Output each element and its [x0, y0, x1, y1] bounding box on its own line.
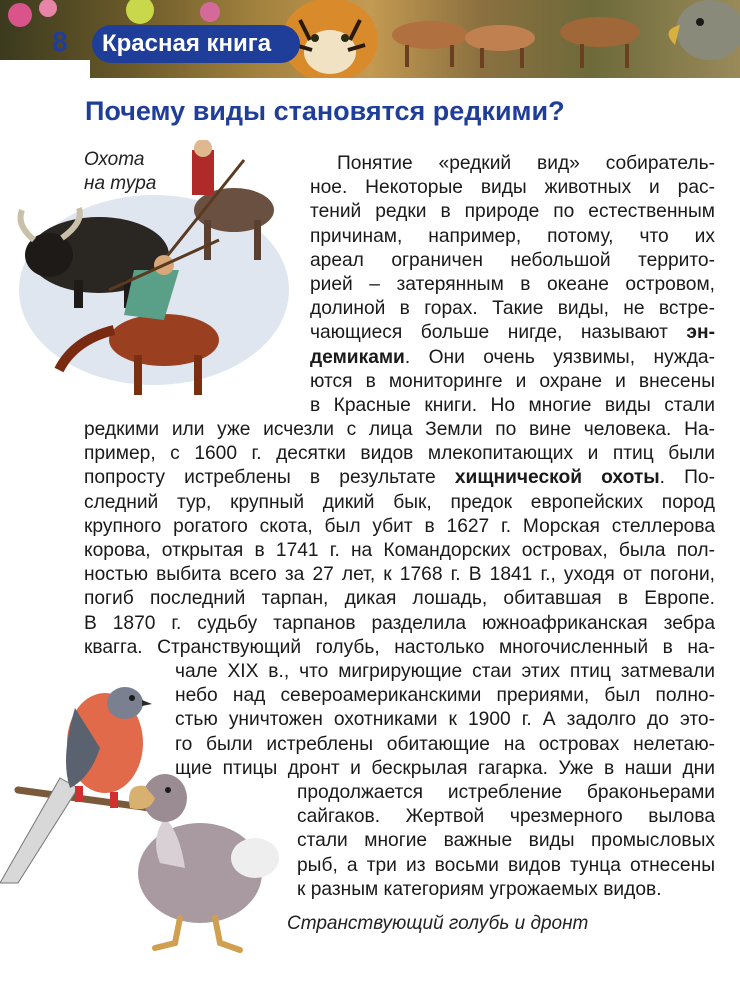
body-line: редкими или уже исчезли с лица Земли по вине человека. На- — [84, 419, 715, 440]
banner-white-corner — [0, 60, 90, 78]
body-line: сайгаков. Жертвой чрезмерного вылова — [297, 806, 715, 828]
body-line: го были истреблены обитающие на островах нелетаю- — [175, 733, 715, 755]
body-line: рией – затерянным в океане островом, — [310, 274, 715, 296]
body-line-suffix: . Они очень уязвимы, нужда- — [404, 346, 715, 368]
body-line-with-bold-2 — [310, 346, 715, 370]
body-line-prefix: попросту истреблены в результате — [84, 467, 455, 489]
body-line: причинам, например, потому, что их — [310, 225, 715, 247]
body-line: ное. Некоторые виды животных и рас- — [310, 177, 715, 199]
body-line: в Красные книги. Но многие виды стали — [310, 395, 715, 417]
body-paragraph-end — [297, 781, 715, 902]
body-line: продолжается истребление браконьерами — [297, 782, 715, 803]
body-line: рыб, а три из восьми видов тунца отнесены — [297, 854, 715, 876]
body-line: квагга. Странствующий голубь, настолько многочисленный в на- — [84, 636, 715, 658]
body-line: ностью выбита всего за 27 лет, к 1768 г. В 1841 г., уходя от погони, — [84, 564, 715, 586]
body-line: пример, с 1600 г. десятки видов млекопитающих и птиц были — [84, 443, 715, 465]
body-line: погиб последний тарпан, дикая лошадь, обитавшая в Европе. — [84, 588, 715, 610]
birds-caption: Странствующий голубь и дронт — [287, 913, 589, 934]
body-line: стью уничтожен охотниками к 1900 г. А задолго до это- — [175, 709, 715, 731]
body-line: следний тур, крупный дикий бык, предок европейских пород — [84, 491, 715, 513]
aurochs-hunt-illustration — [14, 140, 304, 410]
body-line: Понятие «редкий вид» собиратель- — [337, 153, 715, 174]
body-line: корова, открытая в 1741 г. на Командорских островах, была пол- — [84, 540, 715, 562]
body-line: стали многие важные виды промысловых — [297, 830, 715, 852]
body-line-with-bold-1 — [310, 321, 715, 345]
body-line-prefix: чающиеся больше нигде, называют — [310, 322, 687, 344]
body-line: щие птицы дронт и бескрылая гагарка. Уже в наши дни — [175, 757, 715, 779]
bold-term-endemics-2: демиками — [310, 346, 405, 368]
body-line: небо над североамериканскими прериями, был полно- — [175, 685, 715, 707]
body-line: ареал ограничен небольшой террито- — [310, 249, 715, 271]
body-line: тений редки в природе по естественным — [310, 201, 715, 223]
page-title: Почему виды становятся редкими? — [85, 96, 565, 126]
body-line: В 1870 г. судьбу тарпанов разделила южноафриканская зебра — [84, 612, 715, 634]
body-line: долиной в горах. Такие виды, не встре- — [310, 298, 715, 320]
body-line: к разным категориям угрожаемых видов. — [297, 878, 662, 900]
hunt-caption-line-1: Охота — [84, 149, 145, 170]
bold-term-endemics-1: эн- — [686, 322, 715, 344]
body-paragraph-main — [84, 418, 715, 660]
page-number: 8 — [52, 26, 68, 57]
body-line-with-bold-3 — [84, 466, 715, 490]
body-line: крупного рогатого скота, был убит в 1627 г. Морская стеллерова — [84, 515, 715, 537]
section-label: Красная книга — [102, 30, 272, 57]
section-badge — [92, 25, 300, 63]
hunt-caption-line-2: на тура — [84, 173, 157, 194]
body-line: чале XIX в., что мигрирующие стаи этих птиц затмевали — [175, 661, 715, 682]
passenger-pigeon-and-dodo-illustration — [0, 668, 290, 958]
body-line: ются в мониторинге и охране и внесены — [310, 370, 715, 392]
body-line-suffix: . По- — [659, 467, 715, 489]
bold-term-predatory-hunting: хищнической охоты — [454, 467, 660, 489]
body-paragraph-intro — [310, 152, 715, 418]
